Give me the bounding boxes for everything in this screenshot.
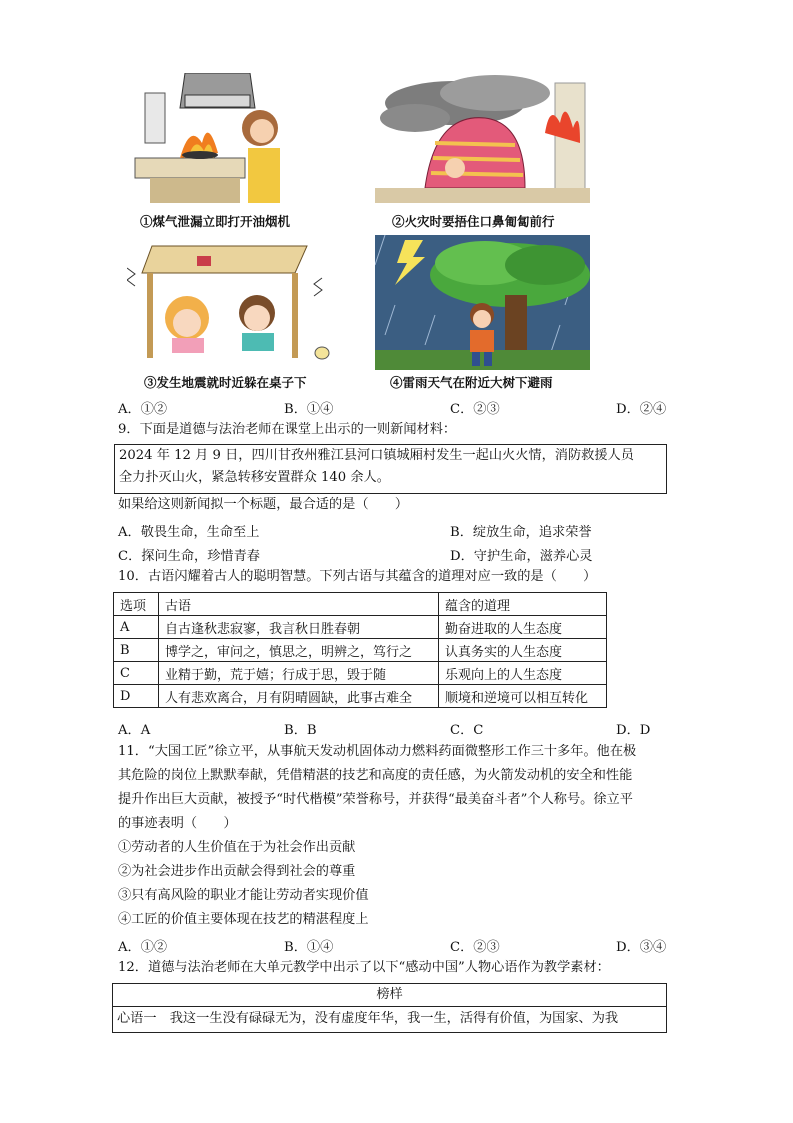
q11-option-b: B．①④ xyxy=(284,940,334,955)
table-cell: 人有悲欢离合，月有阴晴圆缺，此事古难全 xyxy=(159,685,439,708)
q10-option-b: B．B xyxy=(284,723,317,738)
earthquake-table-illustration xyxy=(127,238,332,368)
fire-escape-illustration xyxy=(375,73,590,203)
q10-option-d: D．D xyxy=(616,723,651,738)
q12-box-line: 心语一 我这一生没有碌碌无为，没有虚度年华，我一生，活得有价值，为国家、为我 xyxy=(117,1011,619,1026)
q12-box-divider xyxy=(112,1006,667,1007)
q11-option-c: C．②③ xyxy=(450,940,500,955)
q9-option-d: D．守护生命，滋养心灵 xyxy=(450,549,593,564)
q11-item-2: ②为社会进步作出贡献会得到社会的尊重 xyxy=(118,864,356,879)
table-cell: 业精于勤，荒于嬉；行成于思，毁于随 xyxy=(159,662,439,685)
table-header-cell: 选项 xyxy=(114,593,159,616)
table-cell: 乐观向上的人生态度 xyxy=(439,662,607,685)
image-caption-3: ③发生地震就时近躲在桌子下 xyxy=(144,375,307,390)
table-cell: A xyxy=(114,616,159,639)
table-row xyxy=(114,639,607,662)
q11-line-2: 其危险的岗位上默默奉献，凭借精湛的技艺和高度的责任感，为火箭发动机的安全和性能 xyxy=(118,768,633,783)
q9-option-a: A．敬畏生命，生命至上 xyxy=(118,525,260,540)
q10-option-c: C．C xyxy=(450,723,484,738)
q9-material-line-2: 全力扑灭山火，紧急转移安置群众 140 余人。 xyxy=(119,470,390,485)
q11-item-4: ④工匠的价值主要体现在技艺的精湛程度上 xyxy=(118,912,369,927)
q11-line-3: 提升作出巨大贡献，被授予“时代楷模”荣誉称号，并获得“最美奋斗者”个人称号。徐立平 xyxy=(118,792,633,807)
table-row xyxy=(114,685,607,708)
q8-option-d: D．②④ xyxy=(616,402,667,417)
q10-option-a: A．A xyxy=(118,723,151,738)
image-caption-4: ④雷雨天气在附近大树下避雨 xyxy=(390,375,553,390)
image-caption-2: ②火灾时要捂住口鼻匍匐前行 xyxy=(392,214,555,229)
table-cell: 博学之，审问之，慎思之，明辨之，笃行之 xyxy=(159,639,439,662)
q12-stem: 12．道德与法治老师在大单元教学中出示了以下“感动中国”人物心语作为教学素材： xyxy=(118,960,610,975)
q8-option-b: B．①④ xyxy=(284,402,334,417)
table-header-row xyxy=(114,593,607,616)
q11-line-4: 的事迹表明（ ） xyxy=(118,816,237,831)
q9-stem: 9．下面是道德与法治老师在课堂上出示的一则新闻材料： xyxy=(118,422,457,437)
table-cell: 勤奋进取的人生态度 xyxy=(439,616,607,639)
image-caption-1: ①煤气泄漏立即打开油烟机 xyxy=(140,214,291,229)
thunderstorm-tree-illustration xyxy=(375,235,590,370)
kitchen-gas-leak-illustration xyxy=(130,73,280,203)
q11-option-a: A．①② xyxy=(118,940,168,955)
q9-option-c: C．探问生命，珍惜青春 xyxy=(118,549,260,564)
table-row xyxy=(114,662,607,685)
q10-stem: 10．古语闪耀着古人的聪明智慧。下列古语与其蕴含的道理对应一致的是（ ） xyxy=(118,569,597,584)
q11-option-d: D．③④ xyxy=(616,940,667,955)
q8-option-c: C．②③ xyxy=(450,402,500,417)
table-cell: 自古逢秋悲寂寥，我言秋日胜春朝 xyxy=(159,616,439,639)
q9-option-b: B．绽放生命，追求荣誉 xyxy=(450,525,592,540)
q11-item-3: ③只有高风险的职业才能让劳动者实现价值 xyxy=(118,888,369,903)
q11-item-1: ①劳动者的人生价值在于为社会作出贡献 xyxy=(118,840,356,855)
q10-table xyxy=(113,592,607,708)
q12-box-title: 榜样 xyxy=(376,987,403,1002)
table-header-cell: 蕴含的道理 xyxy=(439,593,607,616)
table-cell: 认真务实的人生态度 xyxy=(439,639,607,662)
table-cell: C xyxy=(114,662,159,685)
q9-material-line-1: 2024 年 12 月 9 日，四川甘孜州雅江县河口镇城厢村发生一起山火火情，消防救援人员 xyxy=(119,448,634,463)
q9-question: 如果给这则新闻拟一个标题，最合适的是（ ） xyxy=(118,497,409,512)
q11-line-1: 11．“大国工匠”徐立平，从事航天发动机固体动力燃料药面微整形工作三十多年。他在极 xyxy=(118,744,637,759)
table-cell: D xyxy=(114,685,159,708)
table-header-cell: 古语 xyxy=(159,593,439,616)
table-cell: 顺境和逆境可以相互转化 xyxy=(439,685,607,708)
q8-option-a: A．①② xyxy=(118,402,168,417)
table-cell: B xyxy=(114,639,159,662)
table-row xyxy=(114,616,607,639)
